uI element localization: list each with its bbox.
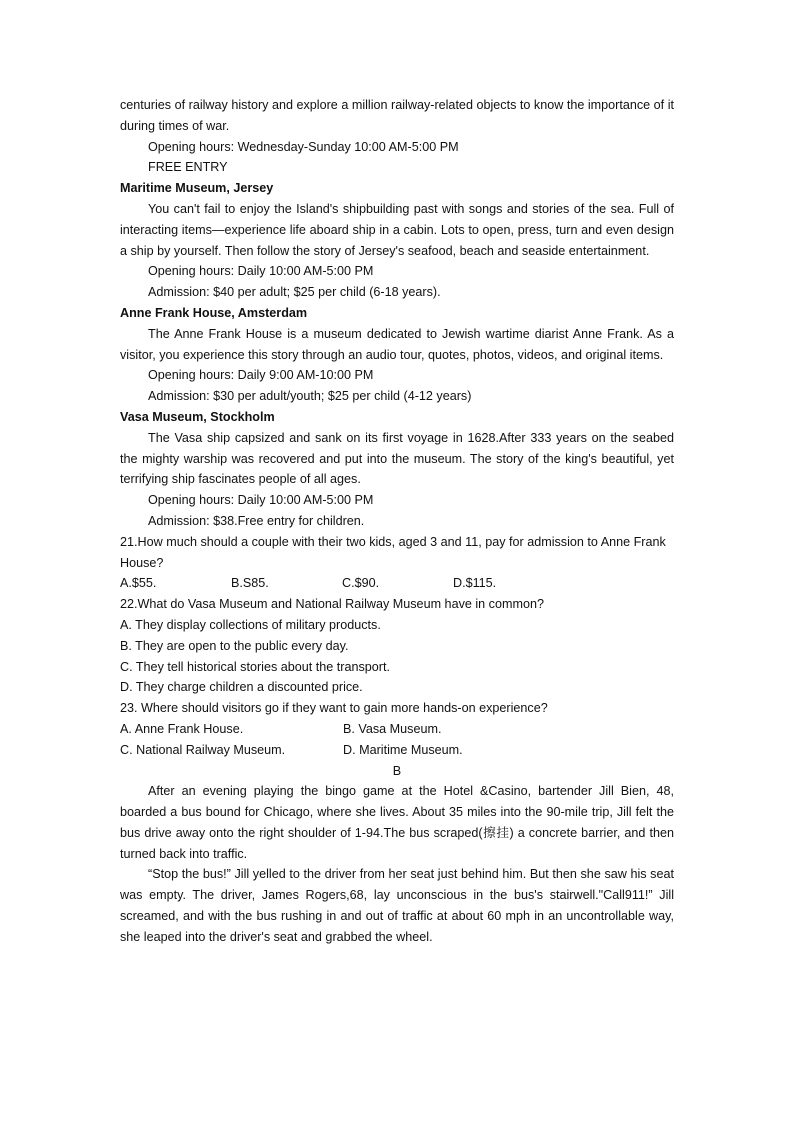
railway-intro-continuation: centuries of railway history and explore a million railway-related objects to know the importance of it during times of war. bbox=[120, 98, 674, 133]
museum-admission-maritime: Admission: $40 per adult; $25 per child (6-18 years). bbox=[148, 285, 441, 300]
question-23-options-row-2 bbox=[120, 740, 674, 761]
question-22-option-d: D. They charge children a discounted price. bbox=[120, 680, 363, 695]
museum-hours-maritime: Opening hours: Daily 10:00 AM-5:00 PM bbox=[148, 264, 374, 279]
museum-heading-anne-frank: Anne Frank House, Amsterdam bbox=[120, 305, 308, 320]
museum-admission-anne-frank: Admission: $30 per adult/youth; $25 per child (4-12 years) bbox=[148, 389, 472, 404]
museum-admission-vasa: Admission: $38.Free entry for children. bbox=[148, 513, 365, 528]
question-21-option-c: C.$90. bbox=[342, 576, 380, 591]
question-22-option-b: B. They are open to the public every day. bbox=[120, 638, 349, 653]
museum-heading-vasa: Vasa Museum, Stockholm bbox=[120, 409, 275, 424]
question-21-options bbox=[120, 573, 674, 594]
museum-hours-vasa: Opening hours: Daily 10:00 AM-5:00 PM bbox=[148, 493, 374, 508]
museum-description-maritime: You can't fail to enjoy the Island's shipbuilding past with songs and stories of the sea. Full of interacting items—experience life aboard ship in a cabin. Lots to open, press, turn and even design a ship by yourself. Then follow the story of Jersey's seafood, beach and seaside entertainment. bbox=[120, 201, 674, 258]
section-b-paragraph-2: “Stop the bus!” Jill yelled to the driver from her seat just behind him. But then she saw his seat was empty. The driver, James Rogers,68, lay unconscious in the bus's stairwell."Call911!” Jill screamed, and with the bus rushing in and out of traffic at about 60 mph in an uncontrollable way, she leaped into the driver's seat and grabbed the wheel. bbox=[120, 867, 674, 944]
question-21-stem: 21.How much should a couple with their two kids, aged 3 and 11, pay for admission to Anne Frank House? bbox=[120, 534, 666, 570]
document-page bbox=[120, 95, 674, 948]
museum-hours-anne-frank: Opening hours: Daily 9:00 AM-10:00 PM bbox=[148, 368, 374, 383]
railway-admission: FREE ENTRY bbox=[148, 160, 228, 175]
question-23-option-d: D. Maritime Museum. bbox=[343, 742, 463, 757]
museum-description-anne-frank: The Anne Frank House is a museum dedicated to Jewish wartime diarist Anne Frank. As a visitor, you experience this story through an audio tour, quotes, photos, videos, and original items. bbox=[120, 326, 674, 362]
question-21-option-b: B.S85. bbox=[231, 576, 269, 591]
question-23-option-c: C. National Railway Museum. bbox=[120, 742, 286, 757]
question-21-option-d: D.$115. bbox=[453, 576, 497, 591]
railway-opening-hours: Opening hours: Wednesday-Sunday 10:00 AM-5:00 PM bbox=[148, 139, 459, 154]
question-21-option-a: A.$55. bbox=[120, 576, 157, 591]
section-b-label: B bbox=[392, 763, 402, 778]
question-23-options-row-1 bbox=[120, 719, 674, 740]
section-b-paragraph-1: After an evening playing the bingo game at the Hotel &Casino, bartender Jill Bien, 48, boarded a bus bound for Chicago, where she lives. About 35 miles into the 90-mile trip, Jill felt the bus drive away onto the right shoulder of 1-94.The bus scraped(擦挂) a concrete barrier, and then turned back into traffic. bbox=[120, 784, 674, 861]
question-23-stem: 23. Where should visitors go if they want to gain more hands-on experience? bbox=[120, 701, 548, 716]
question-22-option-a: A. They display collections of military products. bbox=[120, 617, 381, 632]
museum-heading-maritime: Maritime Museum, Jersey bbox=[120, 181, 274, 196]
question-22-option-c: C. They tell historical stories about the transport. bbox=[120, 659, 390, 674]
question-23-option-a: A. Anne Frank House. bbox=[120, 721, 244, 736]
question-23-option-b: B. Vasa Museum. bbox=[343, 721, 442, 736]
question-22-stem: 22.What do Vasa Museum and National Railway Museum have in common? bbox=[120, 597, 544, 612]
museum-description-vasa: The Vasa ship capsized and sank on its first voyage in 1628.After 333 years on the seabed the mighty warship was recovered and put into the museum. The story of the king's beautiful, yet terrifying ship fascinates people of all ages. bbox=[120, 430, 674, 487]
